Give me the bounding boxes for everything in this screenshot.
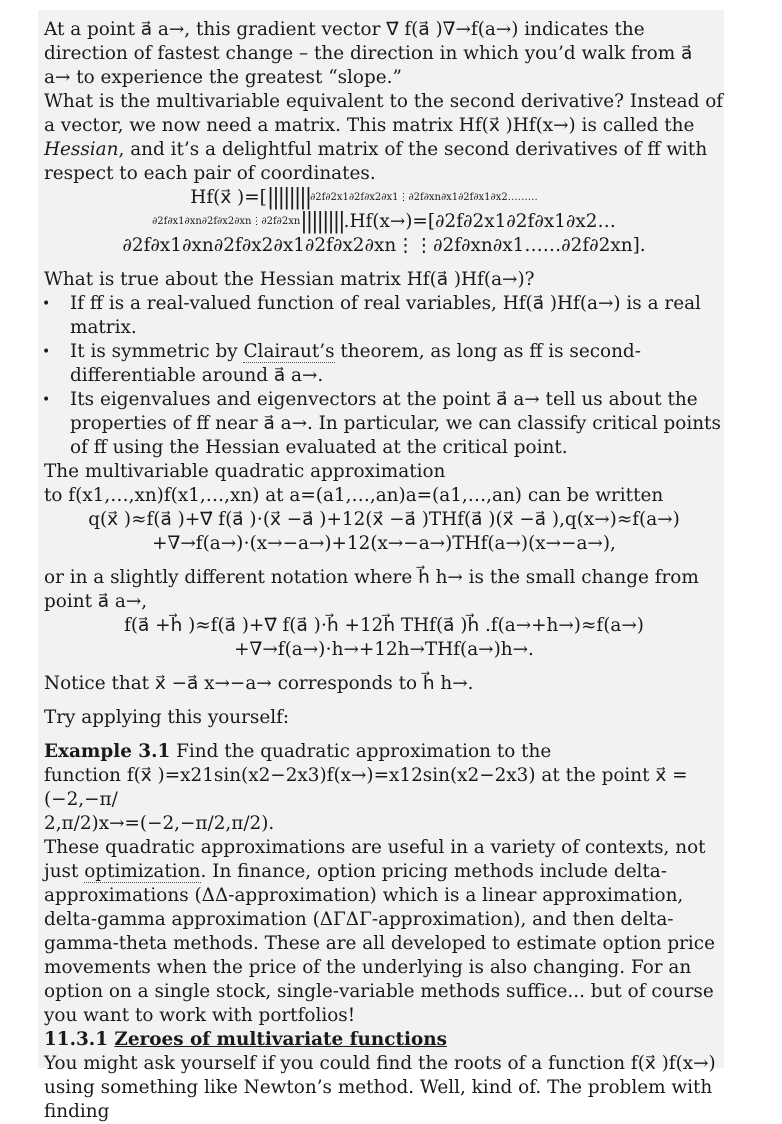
h-equation-line1: f(a⃗ +h⃗ )≈f(a⃗ )+∇⃗ f(a⃗ )⋅h⃗ +12h⃗ THf(a⃗ )h⃗ .f(a→+h→)≈f(a→): [124, 615, 644, 636]
hessian-properties-list: [44, 292, 724, 460]
example-line-3: 2,π/2)x→=(−2,−π/2,π/2).: [44, 813, 275, 834]
try-paragraph: Try applying this yourself:: [44, 707, 290, 728]
quadratic-equation-line1: q(x⃗ )≈f(a⃗ )+∇⃗ f(a⃗ )⋅(x⃗ −a⃗ )+12(x⃗ −a⃗ )THf(a⃗ )(x⃗ −a⃗ ),q(x→)≈f(a→): [88, 509, 680, 530]
term-link[interactable]: optimization: [84, 861, 201, 882]
section-title-link[interactable]: Zeroes of multivariate functions: [114, 1029, 447, 1050]
alt-notation-1: or in a slightly different notation where h⃗ h→ is the small change from: [44, 567, 699, 588]
example-paragraph: Example 3.1 Find the quadratic approximation to the: [44, 741, 552, 762]
finance-paragraph: These quadratic approximations are useful in a variety of contexts, not just optimization. In finance, option pricing methods include delta-approximations (ΔΔ-approximation) which is a linear approximation, delta-gamma approximation (ΔΓΔΓ-approximation), and then delta-gamma-theta methods. These are all developed to estimate option price movements when the price of the underlying is also changing. For an option on a single stock, single-variable methods suffice... but of course you want to work with portfolios!: [44, 837, 715, 1026]
hessian-question: What is true about the Hessian matrix Hf(a⃗ )Hf(a→)?: [44, 269, 535, 290]
list-item: • If ff is a real-valued function of real variables, Hf(a⃗ )Hf(a→) is a real matrix.: [42, 293, 701, 338]
list-item: • It is symmetric by Clairaut’s theorem, as long as ff is second-differentiable around a⃗ a→.: [42, 341, 641, 386]
example-label: Example 3.1: [44, 741, 171, 762]
quadratic-intro-1: The multivariable quadratic approximation: [44, 461, 446, 482]
alt-notation-2: point a⃗ a→,: [44, 591, 148, 612]
paragraph-hessian-intro: What is the multivariable equivalent to the second derivative? Instead of a vector, we now need a matrix. This matrix Hf(x⃗ )Hf(x→) is called the Hessian, and it’s a delightful matrix of the second derivatives of ff with respect to each pair of coordinates.: [44, 91, 724, 184]
list-item: • Its eigenvalues and eigenvectors at the point a⃗ a→ tell us about the properties of ff near a⃗ a→. In particular, we can classify critical points of ff using the Hessian evaluated at the critical point.: [42, 389, 721, 458]
quadratic-equation-line2: +∇→f(a→)⋅(x→−a→)+12(x→−a→)THf(a→)(x→−a→),: [152, 533, 616, 554]
quadratic-intro-2: to f(x1,…,xn)f(x1,…,xn) at a=(a1,…,an)a=(a1,…,an) can be written: [44, 485, 664, 506]
section-heading: 11.3.1 Zeroes of multivariate functions: [44, 1029, 447, 1050]
notice-paragraph: Notice that x⃗ −a⃗ x→−a→ corresponds to h⃗ h→.: [44, 673, 474, 694]
paragraph-gradient: At a point a⃗ a→, this gradient vector ∇⃗ f(a⃗ )∇→f(a→) indicates the direction of fastest change – the direction in which you’d walk from a⃗ a→ to experience the greatest “slope.”: [44, 19, 693, 88]
document-page: [38, 10, 724, 1122]
hessian-matrix-equation: Hf(x⃗ )=[||||||||∂2f∂2x1∂2f∂x2∂x1⋮∂2f∂xn∂x1∂2f∂x1∂x2……… ∂2f∂x1∂xn∂2f∂x2∂xn⋮∂2f∂2xn||||||||.Hf(x→)=[∂2f∂2x1∂2f∂x1∂x2… ∂2f∂x1∂xn∂2f∂x2∂x1∂2f∂x2∂xn⋮⋮∂2f∂xn∂x1……∂2f∂2xn].: [122, 185, 646, 256]
hessian-term: Hessian: [44, 139, 119, 160]
h-equation-line2: +∇→f(a→)⋅h→+12h→THf(a→)h→.: [234, 639, 534, 660]
newton-paragraph: You might ask yourself if you could find the roots of a function f(x⃗ )f(x→) using something like Newton’s method. Well, kind of. The problem with finding: [44, 1053, 716, 1122]
term-link[interactable]: Clairaut’s: [243, 341, 335, 362]
example-line-2: function f(x⃗ )=x21sin(x2−2x3)f(x→)=x12sin(x2−2x3) at the point x⃗ =(−2,−π/: [44, 765, 688, 810]
